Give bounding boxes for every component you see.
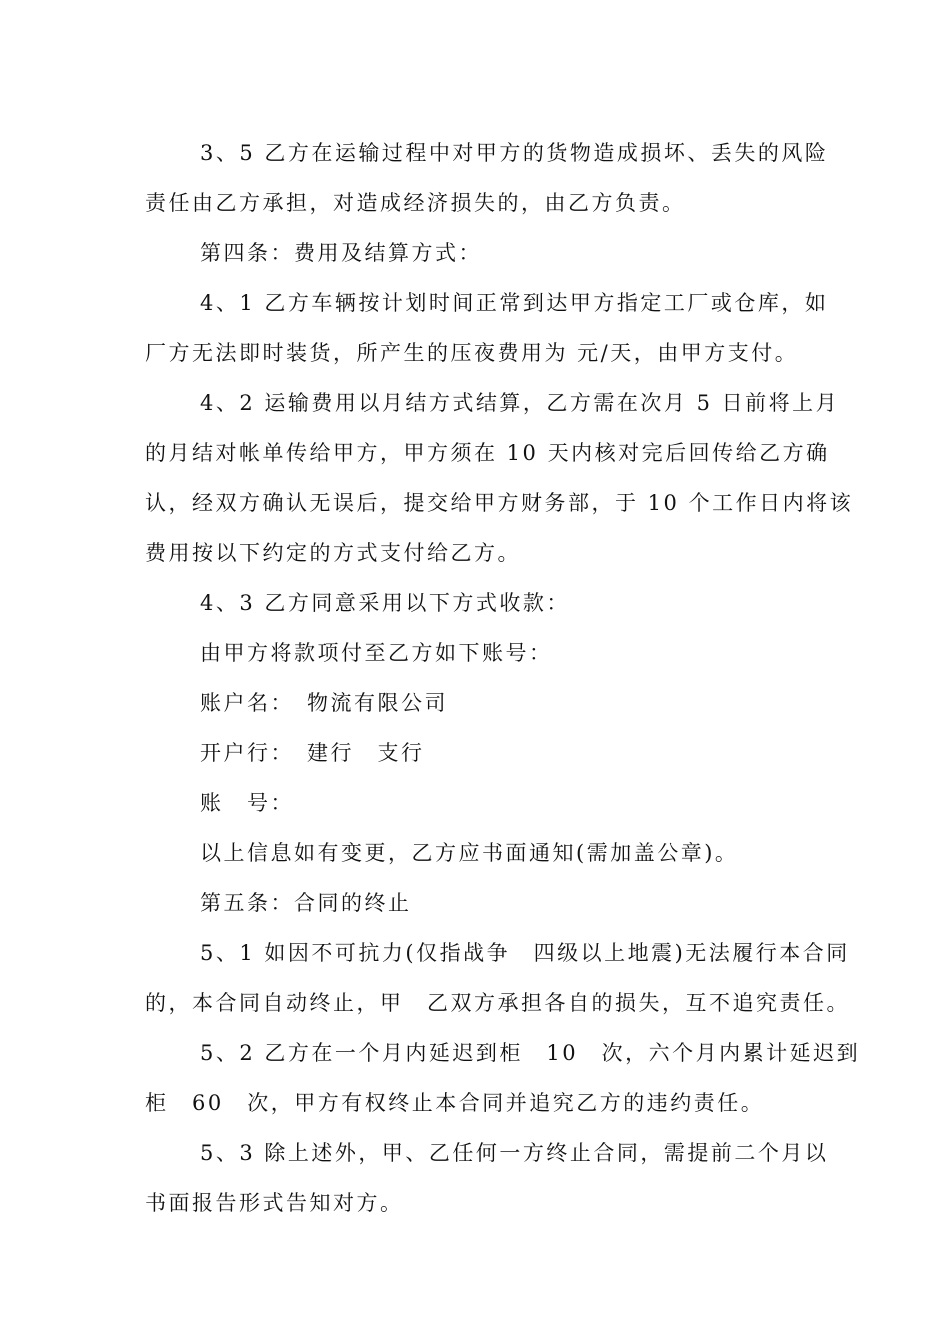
clause-5-3-line-1: 5、3 除上述外，甲、乙任何一方终止合同，需提前二个月以 <box>200 1141 829 1165</box>
clause-3-5-line-2: 责任由乙方承担，对造成经济损失的，由乙方负责。 <box>145 191 686 215</box>
clause-5-1-line-2: 的，本合同自动终止，甲 乙双方承担各自的损失，互不追究责任。 <box>145 991 850 1015</box>
clause-5-1-line-1: 5、1 如因不可抗力(仅指战争 四级以上地震)无法履行本合同 <box>200 941 850 965</box>
account-number: 账 号： <box>200 791 294 815</box>
article-4-heading: 第四条：费用及结算方式： <box>200 241 482 265</box>
clause-4-1-line-2: 厂方无法即时装货，所产生的压夜费用为 元/天，由甲方支付。 <box>145 341 799 365</box>
clause-4-2-line-3: 认，经双方确认无误后，提交给甲方财务部，于 10 个工作日内将该 <box>145 491 854 515</box>
clause-5-2-line-1: 5、2 乙方在一个月内延迟到柜 10 次，六个月内累计延迟到 <box>200 1041 861 1065</box>
clause-4-2-line-2: 的月结对帐单传给甲方，甲方须在 10 天内核对完后回传给乙方确 <box>145 441 830 465</box>
clause-4-2-line-1: 4、2 运输费用以月结方式结算，乙方需在次月 5 日前将上月 <box>200 391 840 415</box>
article-5-heading: 第五条：合同的终止 <box>200 891 412 915</box>
clause-5-3-line-2: 书面报告形式告知对方。 <box>145 1191 404 1215</box>
account-name: 账户名： 物流有限公司 <box>200 691 448 715</box>
clause-5-2-line-2: 柜 60 次，甲方有权终止本合同并追究乙方的违约责任。 <box>145 1091 765 1115</box>
clause-4-1-line-1: 4、1 乙方车辆按计划时间正常到达甲方指定工厂或仓库，如 <box>200 291 829 315</box>
change-notice: 以上信息如有变更，乙方应书面通知(需加盖公章)。 <box>200 841 739 865</box>
clause-4-2-line-4: 费用按以下约定的方式支付给乙方。 <box>145 541 521 565</box>
payment-instruction: 由甲方将款项付至乙方如下账号： <box>200 641 553 665</box>
bank-name: 开户行： 建行 支行 <box>200 741 425 765</box>
clause-3-5-line-1: 3、5 乙方在运输过程中对甲方的货物造成损坏、丢失的风险 <box>200 141 829 165</box>
clause-4-3-line: 4、3 乙方同意采用以下方式收款： <box>200 591 570 615</box>
